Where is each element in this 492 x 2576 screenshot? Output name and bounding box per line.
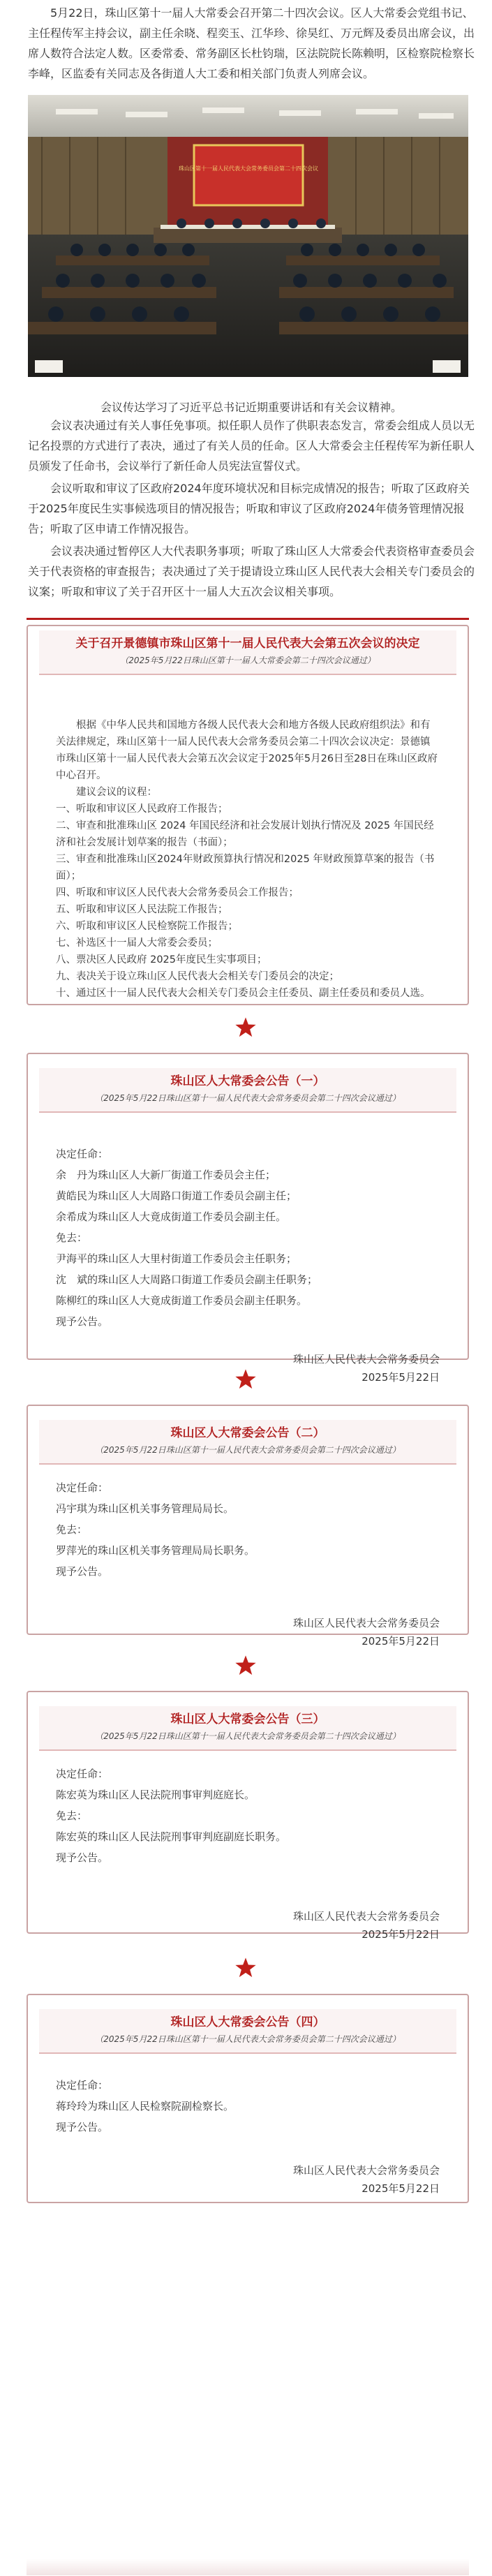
decision-subtitle: （2025年5月22日珠山区第十一届人大常委会第二十四次会议通过） [120,656,375,665]
star-icon [234,1016,257,1039]
notice-card-2 [27,1405,469,1648]
notice-line: 决定任命： [56,1481,109,1494]
notice-line: 现予公告。 [56,1851,109,1864]
notice-3-signature: 珠山区人民代表大会常务委员会 [292,1910,440,1923]
meeting-photo [28,95,468,377]
notice-line: 现予公告。 [56,1565,109,1578]
decision-line: 六、听取和审议区人民检察院工作报告； [56,921,238,932]
notice-line: 免去： [56,1523,88,1536]
decision-line: 三、审查和批准珠山区2024年财政预算执行情况和2025 年财政预算草案的报告（书面）； [56,854,435,882]
intro-paragraph-1: 5月22日，珠山区第十一届人大常委会召开第二十四次会议。区人大常委会党组书记、主任程传军主持会议，副主任余晓、程奕玉、江华珍、徐昊红、万元辉及委员出席会议，出席人数符合法定人数。区委常委、常务副区长杜钧瑞，区法院院长陈赖明，区检察院检察长李峰，区监委有关同志及各街道人大工委和相关部门负责人列席会议。 [28,6,475,80]
section-divider [27,618,469,620]
decision-line: 五、听取和审议区人民法院工作报告； [56,904,228,915]
notice-4-date: 2025年5月22日 [361,2182,440,2195]
footer-band [27,2559,469,2575]
notice-line: 罗萍光的珠山区机关事务管理局局长职务。 [56,1544,255,1557]
star-icon [234,1368,257,1391]
notice-line: 免去： [56,1231,88,1244]
notice-4-title: 珠山区人大常委会公告（四） [170,2015,325,2029]
notice-line: 余希成为珠山区人大竟成街道工作委员会副主任。 [56,1211,287,1223]
notice-3-body [28,1751,468,1868]
notice-line: 蒋玲玲为珠山区人民检察院副检察长。 [56,2100,234,2112]
decision-line: 二、审查和批准珠山区 2024 年国民经济和社会发展计划执行情况及 2025 年国民经济和社会发展计划草案的报告（书面）； [56,820,434,848]
star-icon [234,1957,257,1979]
notice-2-date: 2025年5月22日 [361,1635,440,1648]
notice-line: 现予公告。 [56,2121,109,2133]
notice-2-signature: 珠山区人民代表大会常务委员会 [292,1617,440,1629]
notice-line: 现予公告。 [56,1315,109,1328]
notice-2-subtitle: （2025年5月22日珠山区第十一届人民代表大会常务委员会第二十四次会议通过） [95,1445,401,1455]
notice-1-subtitle: （2025年5月22日珠山区第十一届人民代表大会常务委员会第二十四次会议通过） [95,1093,401,1103]
notice-2-title: 珠山区人大常委会公告（二） [170,1426,325,1440]
notice-3-signature-block [28,1868,468,1944]
notice-1-title: 珠山区人大常委会公告（一） [170,1074,325,1088]
decision-body [28,675,468,1002]
star-icon [234,1655,257,1677]
decision-line: 四、听取和审议区人民代表大会常务委员会工作报告； [56,887,299,898]
notice-3-header [39,1706,456,1751]
notice-line: 决定任命： [56,2079,109,2092]
notice-line: 决定任命： [56,1768,109,1780]
notice-card-1 [27,1053,469,1384]
notice-2-body [28,1465,468,1582]
notice-3-title: 珠山区人大常委会公告（三） [170,1712,325,1726]
intro-paragraph-3: 会议听取和审议了区政府2024年度环境状况和目标完成情况的报告；听取了区政府关于2025年度民生实事候选项目的情况报告；听取和审议了区政府2024年债务管理情况报告；听取了区申请工作情况报告。 [28,482,470,535]
notice-4-body [28,2054,468,2138]
notice-line: 沈 斌的珠山区人大周路口街道工作委员会副主任职务； [56,1273,318,1286]
notice-1-date: 2025年5月22日 [361,1371,440,1384]
notice-1-header [39,1068,456,1113]
notice-card-4 [27,1994,469,2203]
decision-line: 九、表决关于设立珠山区人民代表大会相关专门委员会的决定； [56,971,339,982]
notice-line: 免去： [56,1809,88,1822]
notice-3-subtitle: （2025年5月22日珠山区第十一届人民代表大会常务委员会第二十四次会议通过） [95,1731,401,1741]
decision-header [39,630,456,675]
intro-paragraph-4: 会议表决通过暂停区人大代表职务事项；听取了珠山区人大常委会代表资格审查委员会关于代表资格的审查报告；表决通过了关于提请设立珠山区人民代表大会相关专门委员会的议案；听取和审议了关于召开区十一届人大五次会议相关事项。 [28,545,475,598]
photo-caption: 会议传达学习了习近平总书记近期重要讲话和有关会议精神。 [100,401,402,414]
notice-2-signature-block [28,1582,468,1650]
decision-line: 八、票决区人民政府 2025年度民生实事项目； [56,954,267,965]
meeting-hall-image [28,95,468,377]
intro-paragraph-2: 会议表决通过有关人事任免事项。拟任职人员作了供职表态发言，常委会组成人员以无记名投票的方式进行了表决，通过了有关人员的任命。区人大常委会主任程传军为新任职人员颁发了任命书，会议举行了新任命人员宪法宣誓仪式。 [28,419,475,473]
decision-line: 十、通过区十一届人民代表大会相关专门委员会主任委员、副主任委员和委员人选。 [56,988,431,999]
decision-line: 七、补选区十一届人大常委会委员； [56,938,218,949]
notice-line: 陈柳红的珠山区人大竟成街道工作委员会副主任职务。 [56,1294,308,1307]
notice-line: 黄皓民为珠山区人大周路口街道工作委员会副主任； [56,1190,297,1202]
notice-card-3 [27,1691,469,1941]
notice-4-signature: 珠山区人民代表大会常务委员会 [292,2164,440,2177]
notice-1-body [28,1113,468,1332]
notice-line: 冯宇琪为珠山区机关事务管理局局长。 [56,1502,234,1515]
notice-line: 陈宏英的珠山区人民法院刑事审判庭副庭长职务。 [56,1830,287,1843]
notice-line: 决定任命： [56,1148,109,1160]
notice-line: 尹海平的珠山区人大里村街道工作委员会主任职务； [56,1252,297,1265]
notice-line: 陈宏英为珠山区人民法院刑事审判庭庭长。 [56,1789,255,1801]
notice-2-header [39,1420,456,1465]
notice-4-signature-block [28,2138,468,2198]
notice-line: 余 丹为珠山区人大新厂街道工作委员会主任； [56,1169,276,1181]
decision-line: 建议会议的议程： [76,787,157,798]
decision-line: 一、听取和审议区人民政府工作报告； [56,804,228,815]
notice-1-signature: 珠山区人民代表大会常务委员会 [292,1353,440,1365]
notice-4-subtitle: （2025年5月22日珠山区第十一届人民代表大会常务委员会第二十四次会议通过） [95,2034,401,2044]
notice-4-header [39,2009,456,2054]
decision-card [27,625,469,1005]
decision-title: 关于召开景德镇市珠山区第十一届人民代表大会第五次会议的决定 [75,637,420,651]
decision-line: 根据《中华人民共和国地方各级人民代表大会和地方各级人民政府组织法》和有关法律规定，珠山区第十一届人民代表大会常务委员会第二十四次会议决定：景德镇市珠山区第十一届人民代表大会第五次会议定于2025年5月26日至28日在珠山区政府中心召开。 [56,720,438,781]
screen-text: 珠山区第十一届人民代表大会常务委员会第二十四次会议 [179,165,318,172]
notice-3-date: 2025年5月22日 [361,1928,440,1941]
